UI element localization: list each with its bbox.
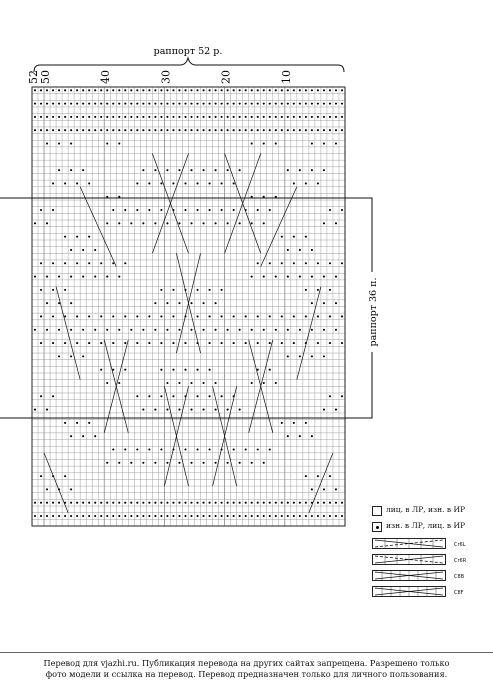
legend-cable-cr6l xyxy=(372,538,487,550)
column-number: 50 xyxy=(39,70,53,84)
purl-symbol-icon xyxy=(372,522,382,532)
chart-grid xyxy=(32,87,345,526)
stitch-repeat-brace xyxy=(34,58,344,72)
footer-line-1: Перевод для vjazhi.ru. Публикация перевода на других сайтах запрещена. Разрешено только xyxy=(43,658,450,668)
cable-c8f-icon xyxy=(372,586,446,597)
legend-cable-cr6r xyxy=(372,554,487,566)
knit-symbol-icon xyxy=(372,506,382,516)
stitch-repeat-label: раппорт 52 р. xyxy=(153,46,223,57)
legend-knit-label: лиц. в ЛР, изн. в ИР xyxy=(386,505,466,514)
column-number: 52 xyxy=(27,70,41,84)
legend-knit xyxy=(372,505,487,518)
column-number: 40 xyxy=(99,70,113,84)
cable-cr6l-icon xyxy=(372,538,446,549)
legend-purl xyxy=(372,521,487,534)
cable-cr6r-icon xyxy=(372,554,446,565)
legend-purl-label: изн. в ЛР, лиц. в ИР xyxy=(386,521,466,530)
row-repeat-bracket xyxy=(0,198,372,418)
cable-cr6l-label: Cr6L xyxy=(454,542,466,548)
column-number: 30 xyxy=(159,70,173,84)
cable-c8b-label: C8B xyxy=(454,574,465,580)
column-number: 20 xyxy=(219,70,233,84)
row-repeat-label: раппорт 36 п. xyxy=(368,277,379,347)
copyright-footer xyxy=(0,652,493,680)
cable-cr6r-label: Cr6R xyxy=(454,558,467,564)
cable-c8f-label: C8F xyxy=(454,590,464,596)
cable-c8b-icon xyxy=(372,570,446,581)
column-number: 10 xyxy=(279,70,293,84)
footer-line-2: фото модели и ссылка на перевод. Перевод предназначен только для личного пользования. xyxy=(45,669,448,679)
legend-cable-c8b xyxy=(372,570,487,582)
legend-cable-c8f xyxy=(372,586,487,598)
